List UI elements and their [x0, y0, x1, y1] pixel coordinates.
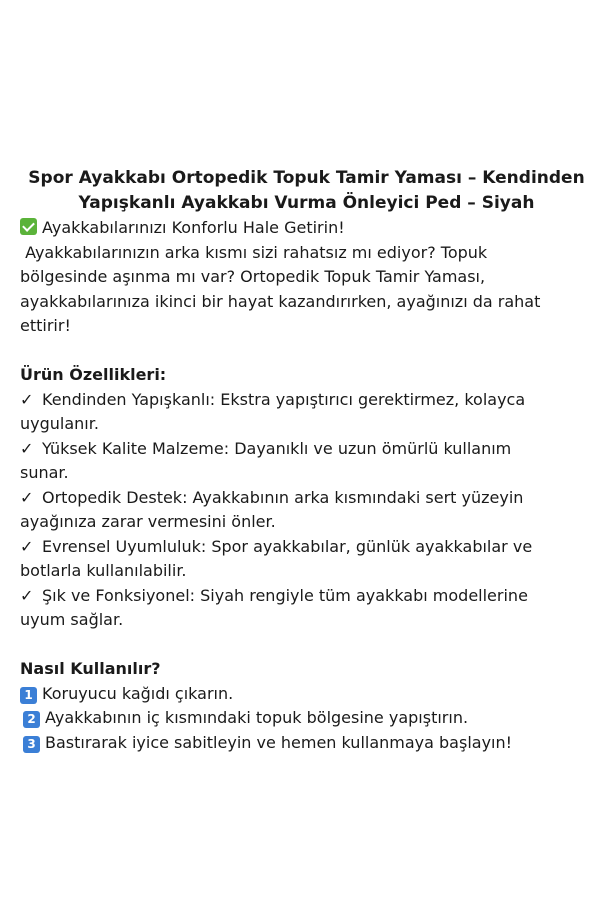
feature-item [20, 584, 600, 609]
usage-step-text: Bastırarak iyice sabitleyin ve hemen kullanmaya başlayın! [45, 732, 513, 752]
title-line-2: Yapışkanlı Ayakkabı Vurma Önleyici Ped – Siyah [78, 193, 535, 213]
features-heading: Ürün Özellikleri: [20, 365, 167, 384]
usage-step-text: Ayakkabının iç kısmındaki topuk bölgesine yapıştırın. [45, 708, 469, 727]
usage-step [20, 706, 600, 731]
keycap-number-two-icon: 2 [23, 711, 40, 728]
feature-item [20, 535, 600, 560]
feature-text-continuation: uygulanır. [20, 414, 99, 433]
feature-text: Ortopedik Destek: Ayakkabının arka kısmındaki sert yüzeyin [42, 487, 524, 507]
feature-text: Evrensel Uyumluluk: Spor ayakkabılar, günlük ayakkabılar ve [42, 536, 533, 556]
check-icon: ✓ [20, 585, 34, 605]
feature-text: Şık ve Fonksiyonel: Siyah rengiyle tüm ayakkabı modellerine [42, 585, 528, 605]
intro-headline: Ayakkabılarınızı Konforlu Hale Getirin! [42, 218, 345, 237]
feature-item [20, 437, 600, 462]
description-body [20, 216, 600, 755]
product-title [20, 166, 593, 216]
intro-line: ettirir! [20, 316, 71, 335]
intro-line: ayakkabılarınıza ikinci bir hayat kazandırırken, ayağınızı da rahat [20, 291, 541, 311]
feature-item [20, 388, 600, 413]
check-icon: ✓ [20, 389, 34, 409]
feature-text-continuation: ayağınıza zarar vermesini önler. [20, 512, 276, 531]
check-icon: ✓ [20, 438, 34, 458]
keycap-number-one-icon: 1 [20, 687, 37, 704]
intro-headline-row [20, 216, 600, 241]
check-mark-emoji-icon [20, 218, 37, 235]
feature-text: Yüksek Kalite Malzeme: Dayanıklı ve uzun ömürlü kullanım [42, 438, 512, 458]
check-icon: ✓ [20, 487, 34, 507]
intro-line: Ayakkabılarınızın arka kısmı sizi rahatsız mı ediyor? Topuk [20, 242, 488, 262]
keycap-number-three-icon: 3 [23, 736, 40, 753]
intro-line: bölgesinde aşınma mı var? Ortopedik Topuk Tamir Yaması, [20, 267, 486, 286]
usage-step [20, 682, 600, 707]
usage-heading: Nasıl Kullanılır? [20, 659, 161, 678]
feature-text-continuation: botlarla kullanılabilir. [20, 561, 187, 580]
feature-text: Kendinden Yapışkanlı: Ekstra yapıştırıcı gerektirmez, kolayca [42, 389, 526, 409]
check-icon: ✓ [20, 536, 34, 556]
usage-step [20, 731, 600, 756]
feature-text-continuation: sunar. [20, 463, 69, 482]
title-line-1: Spor Ayakkabı Ortopedik Topuk Tamir Yaması – Kendinden [28, 168, 585, 188]
usage-step-text: Koruyucu kağıdı çıkarın. [42, 683, 234, 703]
feature-item [20, 486, 600, 511]
feature-text-continuation: uyum sağlar. [20, 610, 124, 629]
